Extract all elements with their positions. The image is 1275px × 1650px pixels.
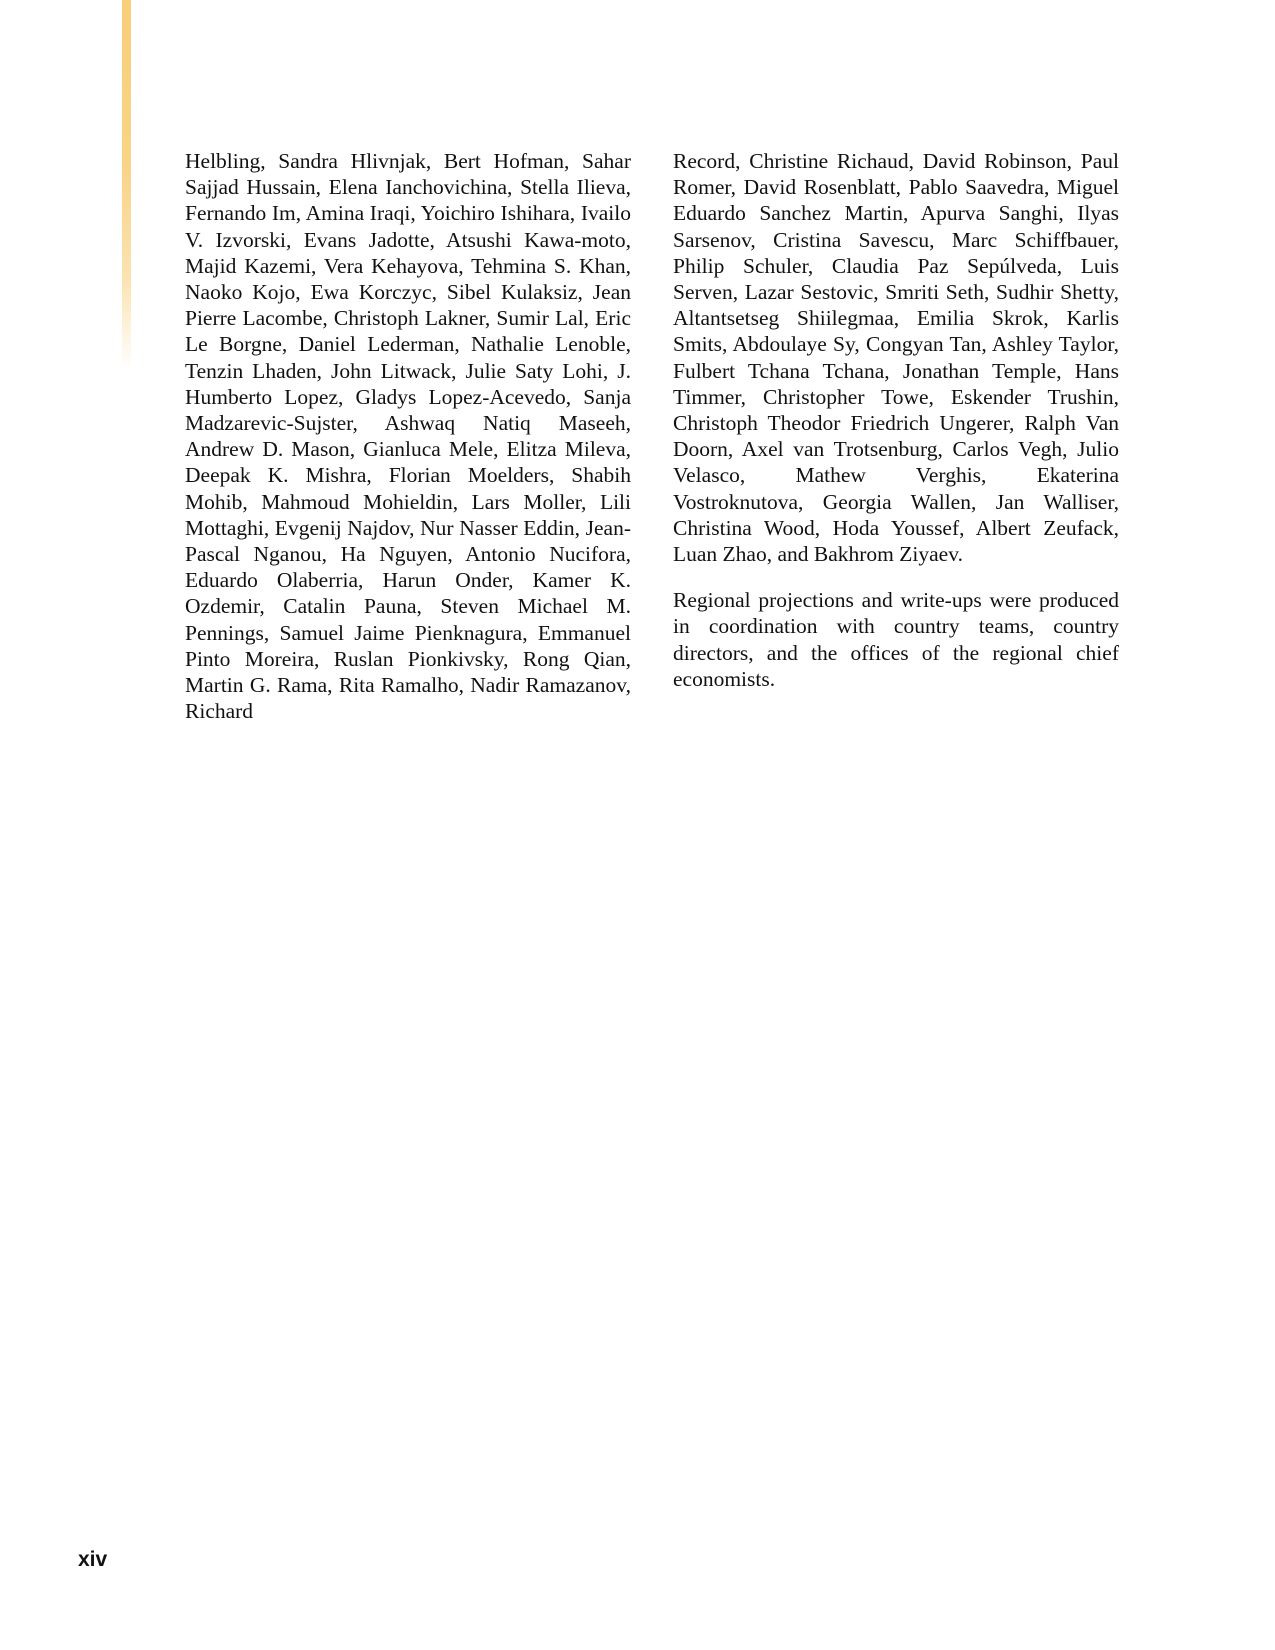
left-column bbox=[185, 148, 631, 724]
acknowledgment-names-paragraph: Helbling, Sandra Hlivnjak, Bert Hofman, Sahar Sajjad Hussain, Elena Ianchovichina, Stella Ilieva, Fernando Im, Amina Iraqi, Yoichiro Ishihara, Ivailo V. Izvorski, Evans Jadotte, Atsushi Kawa-moto, Majid Kazemi, Vera Kehayova, Tehmina S. Khan, Naoko Kojo, Ewa Korczyc, Sibel Kulaksiz, Jean Pierre Lacombe, Christoph Lakner, Sumir Lal, Eric Le Borgne, Daniel Lederman, Nathalie Lenoble, Tenzin Lhaden, John Litwack, Julie Saty Lohi, J. Humberto Lopez, Gladys Lopez-Acevedo, Sanja Madzarevic-Sujster, Ashwaq Natiq Maseeh, Andrew D. Mason, Gianluca Mele, Elitza Mileva, Deepak K. Mishra, Florian Moelders, Shabih Mohib, Mahmoud Mohieldin, Lars Moller, Lili Mottaghi, Evgenij Najdov, Nur Nasser Eddin, Jean-Pascal Nganou, Ha Nguyen, Antonio Nucifora, Eduardo Olaberria, Harun Onder, Kamer K. Ozdemir, Catalin Pauna, Steven Michael M. Pennings, Samuel Jaime Pienknagura, Emmanuel Pinto Moreira, Ruslan Pionkivsky, Rong Qian, Martin G. Rama, Rita Ramalho, Nadir Ramazanov, Richard bbox=[185, 149, 631, 724]
right-column bbox=[673, 148, 1119, 692]
page-number: xiv bbox=[78, 1548, 108, 1571]
acknowledgment-names-continued-paragraph: Record, Christine Richaud, David Robinson, Paul Romer, David Rosenblatt, Pablo Saavedra, Miguel Eduardo Sanchez Martin, Apurva Sanghi, Ilyas Sarsenov, Cristina Savescu, Marc Schiffbauer, Philip Schuler, Claudia Paz Sepúlveda, Luis Serven, Lazar Sestovic, Smriti Seth, Sudhir Shetty, Altantsetseg Shiilegmaa, Emilia Skrok, Karlis Smits, Abdoulaye Sy, Congyan Tan, Ashley Taylor, Fulbert Tchana Tchana, Jonathan Temple, Hans Timmer, Christopher Towe, Eskender Trushin, Christoph Theodor Friedrich Ungerer, Ralph Van Doorn, Axel van Trotsenburg, Carlos Vegh, Julio Velasco, Mathew Verghis, Ekaterina Vostroknutova, Georgia Wallen, Jan Walliser, Christina Wood, Hoda Youssef, Albert Zeufack, Luan Zhao, and Bakhrom Ziyaev. bbox=[673, 149, 1119, 567]
accent-bar bbox=[122, 0, 131, 370]
regional-projections-paragraph: Regional projections and write-ups were produced in coordination with country teams, country directors, and the offices of the regional chief economists. bbox=[673, 588, 1119, 691]
